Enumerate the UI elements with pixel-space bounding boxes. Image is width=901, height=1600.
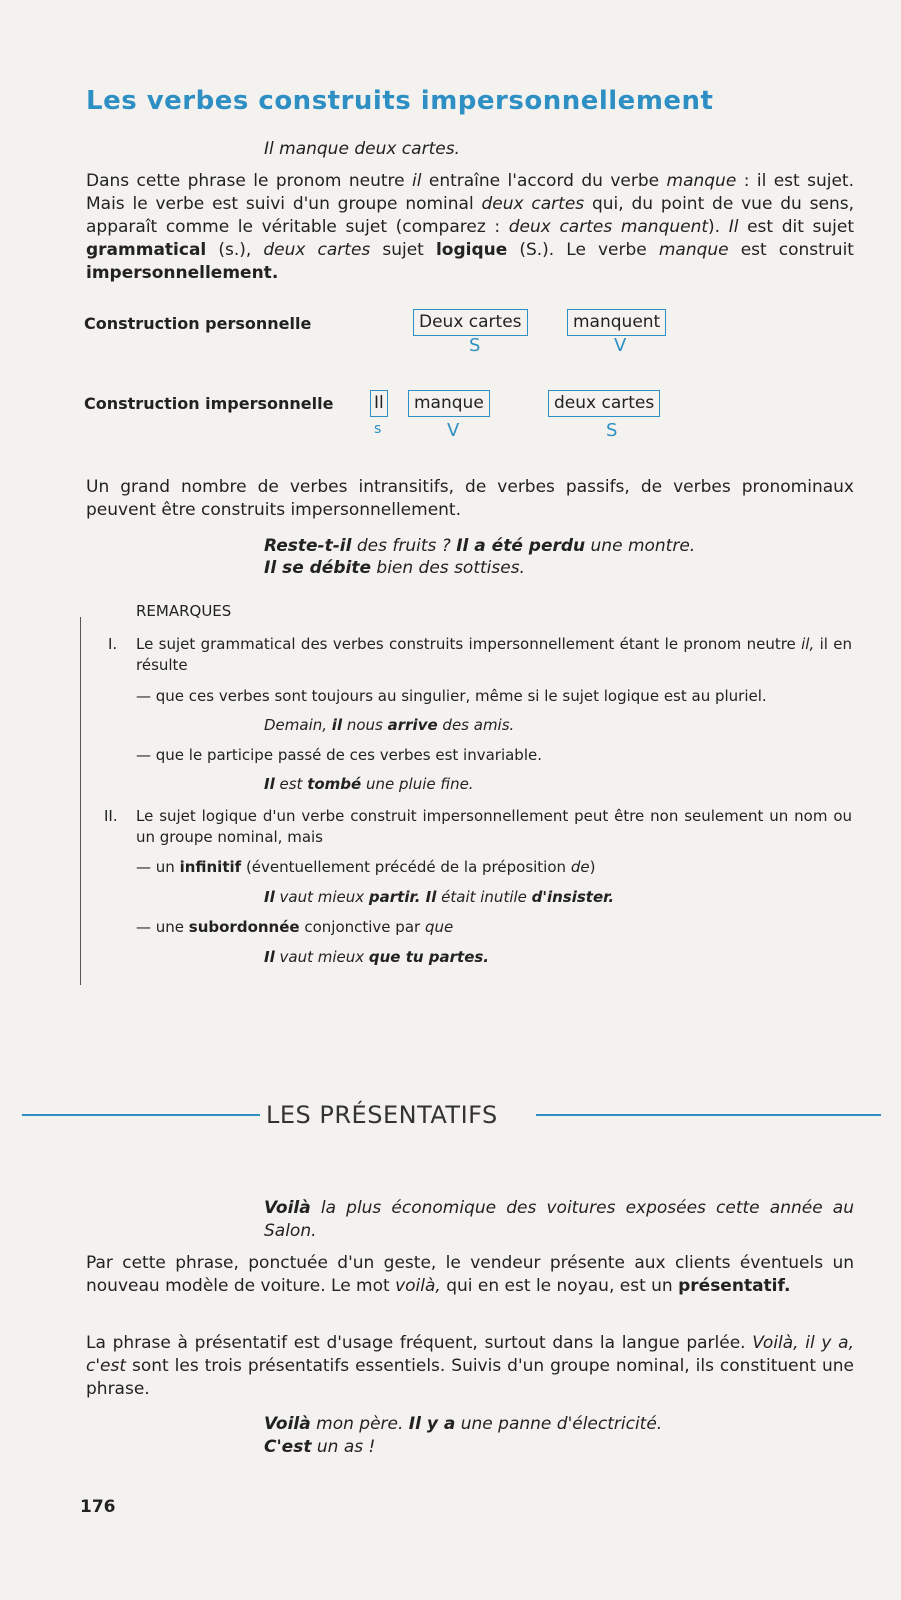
remarks-heading: REMARQUES [136,602,232,620]
paragraph: La phrase à présentatif est d'usage fréquent, surtout dans la langue parlée. Voilà, il y a, c'est sont les trois présentatifs essentiels. Suivis d'un groupe nominal, ils constituent une phrase. [86,1333,854,1399]
example-sentence: Il manque deux cartes. [264,139,460,159]
intro-paragraph: Dans cette phrase le pronom neutre il entraîne l'accord du verbe manque : il est sujet. Mais le verbe est suivi d'un groupe nominal deux cartes qui, du point de vue du sens, apparaît comme le véritable sujet (comparez : deux cartes manquent). Il est dit sujet grammatical (s.), deux cartes sujet logique (S.). Le verbe manque est construit impersonnellement. [86,171,855,283]
example-sentence: Reste-t-il des fruits ? Il a été perdu une montre. [264,536,696,556]
subject-marker: S [469,335,481,356]
remark-number: I. [108,635,118,653]
remark-text: Le sujet logique d'un verbe construit impersonnellement peut être non seulement un nom ou un groupe nominal, mais [136,807,852,846]
margin-rule [80,617,81,985]
remark-example: Demain, il nous arrive des amis. [264,716,515,734]
word-box: Deux cartes [413,309,528,336]
remark-number: II. [104,807,118,825]
verb-marker: V [447,420,460,441]
word-box: manque [408,390,490,417]
word-box: Il [370,390,388,417]
example-sentence: C'est un as ! [264,1437,376,1457]
remark-example: Il vaut mieux partir. Il était inutile d'insister. [264,888,615,906]
remark-dash-item: — un infinitif (éventuellement précédé de la préposition de) [136,858,596,876]
word-box: manquent [567,309,666,336]
section-heading: LES PRÉSENTATIFS [266,1101,498,1129]
remark-text: Le sujet grammatical des verbes construits impersonnellement étant le pronom neutre il, il en résulte [136,635,853,674]
paragraph: Un grand nombre de verbes intransitifs, de verbes passifs, de verbes pronominaux peuvent être construits impersonnellement. [86,477,854,520]
example-sentence: Voilà mon père. Il y a une panne d'électricité. [264,1414,663,1434]
grammatical-subject-marker: s [374,421,382,437]
section-rule-right [536,1114,881,1116]
verb-marker: V [614,335,627,356]
impersonal-construction-label: Construction impersonnelle [84,394,334,413]
remark-dash-item: — que le participe passé de ces verbes est invariable. [136,746,542,764]
example-sentence: Voilà la plus économique des voitures exposées cette année au Salon. [264,1198,854,1241]
example-sentence: Il se débite bien des sottises. [264,558,525,578]
section-rule-left [22,1114,260,1116]
paragraph: Par cette phrase, ponctuée d'un geste, le vendeur présente aux clients éventuels un nouveau modèle de voiture. Le mot voilà, qui en est le noyau, est un présentatif. [86,1253,854,1296]
logical-subject-marker: S [606,420,618,441]
remark-example: Il vaut mieux que tu partes. [264,948,490,966]
remark-example: Il est tombé une pluie fine. [264,775,474,793]
personal-construction-label: Construction personnelle [84,314,312,333]
page-number: 176 [80,1497,116,1517]
word-box: deux cartes [548,390,660,417]
remark-dash-item: — que ces verbes sont toujours au singulier, même si le sujet logique est au pluriel. [136,687,767,705]
remark-dash-item: — une subordonnée conjonctive par que [136,918,454,936]
page-title: Les verbes construits impersonnellement [86,86,714,116]
